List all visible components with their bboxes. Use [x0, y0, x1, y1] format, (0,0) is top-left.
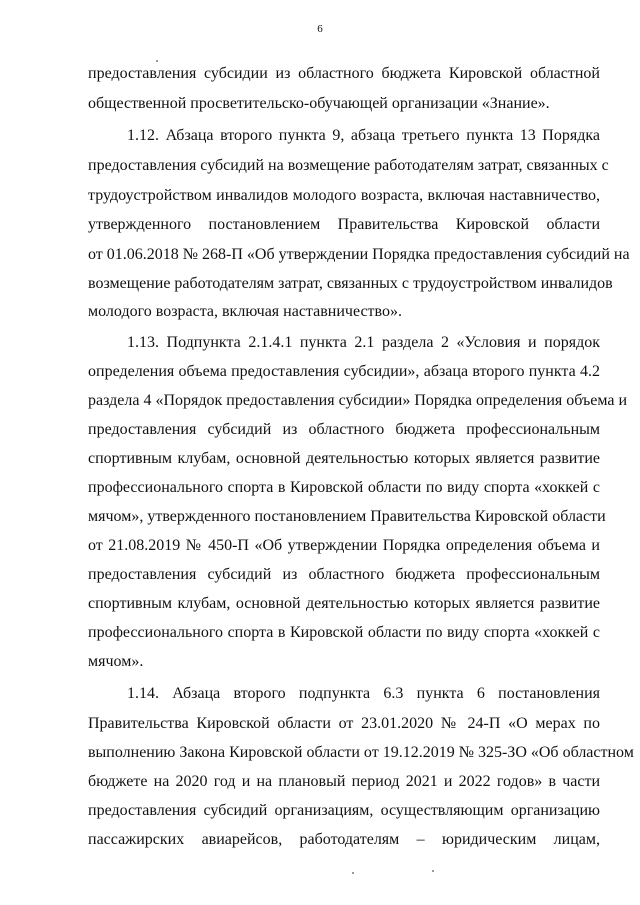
text-line: раздела 4 «Порядок предоставления субсидии» Порядка определения объема и — [88, 392, 628, 409]
text-line: предоставления субсидий организациям, осуществляющим организацию — [88, 802, 600, 819]
text-line: утвержденного постановлением Правительства Кировской области — [88, 216, 600, 233]
paragraph-1-12-first-line: 1.12. Абзаца второго пункта 9, абзаца третьего пункта 13 Порядка — [127, 127, 600, 144]
scan-speck — [352, 872, 354, 874]
text-line: профессионального спорта в Кировской области по виду спорта «хоккей с — [88, 479, 600, 496]
paragraph-1-13-first-line: 1.13. Подпункта 2.1.4.1 пункта 2.1 раздела 2 «Условия и порядок — [127, 334, 600, 351]
text-line: от 21.08.2019 № 450-П «Об утверждении Порядка определения объема и — [88, 537, 600, 554]
text-line: мячом». — [88, 653, 144, 670]
text-line: от 01.06.2018 № 268-П «Об утверждении Порядка предоставления субсидий на — [88, 246, 630, 263]
text-line: трудоустройством инвалидов молодого возраста, включая наставничество, — [88, 187, 600, 204]
text-line: мячом», утвержденного постановлением Правительства Кировской области — [88, 508, 606, 525]
text-line: спортивным клубам, основной деятельностью которых является развитие — [88, 595, 600, 612]
text-line: Правительства Кировской области от 23.01.2020 № 24-П «О мерах по — [88, 715, 600, 732]
text-line: молодого возраста, включая наставничество». — [88, 303, 402, 320]
text-line: выполнению Закона Кировской области от 19.12.2019 № 325-ЗО «Об областном — [88, 744, 634, 761]
text-line: предоставления субсидий на возмещение работодателям затрат, связанных с — [88, 157, 609, 174]
scan-speck — [432, 870, 434, 872]
paragraph-1-14-first-line: 1.14. Абзаца второго подпункта 6.3 пункта 6 постановления — [127, 685, 600, 702]
text-line: пассажирских авиарейсов, работодателям – юридическим лицам, — [88, 831, 600, 848]
text-line: возмещение работодателям затрат, связанных с трудоустройством инвалидов — [88, 275, 613, 292]
text-line: предоставления субсидий из областного бюджета профессиональным — [88, 421, 600, 438]
text-line: бюджете на 2020 год и на плановый период 2021 и 2022 годов» в части — [88, 773, 600, 790]
text-line: предоставления субсидий из областного бюджета профессиональным — [88, 566, 600, 583]
text-line: общественной просветительско-обучающей организации «Знание». — [88, 95, 550, 112]
scan-speck — [156, 60, 158, 62]
text-line: предоставления субсидии из областного бюджета Кировской областной — [88, 65, 600, 82]
page-number: 6 — [317, 23, 323, 35]
text-line: профессионального спорта в Кировской области по виду спорта «хоккей с — [88, 624, 600, 641]
text-line: определения объема предоставления субсидии», абзаца второго пункта 4.2 — [88, 363, 600, 380]
text-line: спортивным клубам, основной деятельностью которых является развитие — [88, 450, 600, 467]
